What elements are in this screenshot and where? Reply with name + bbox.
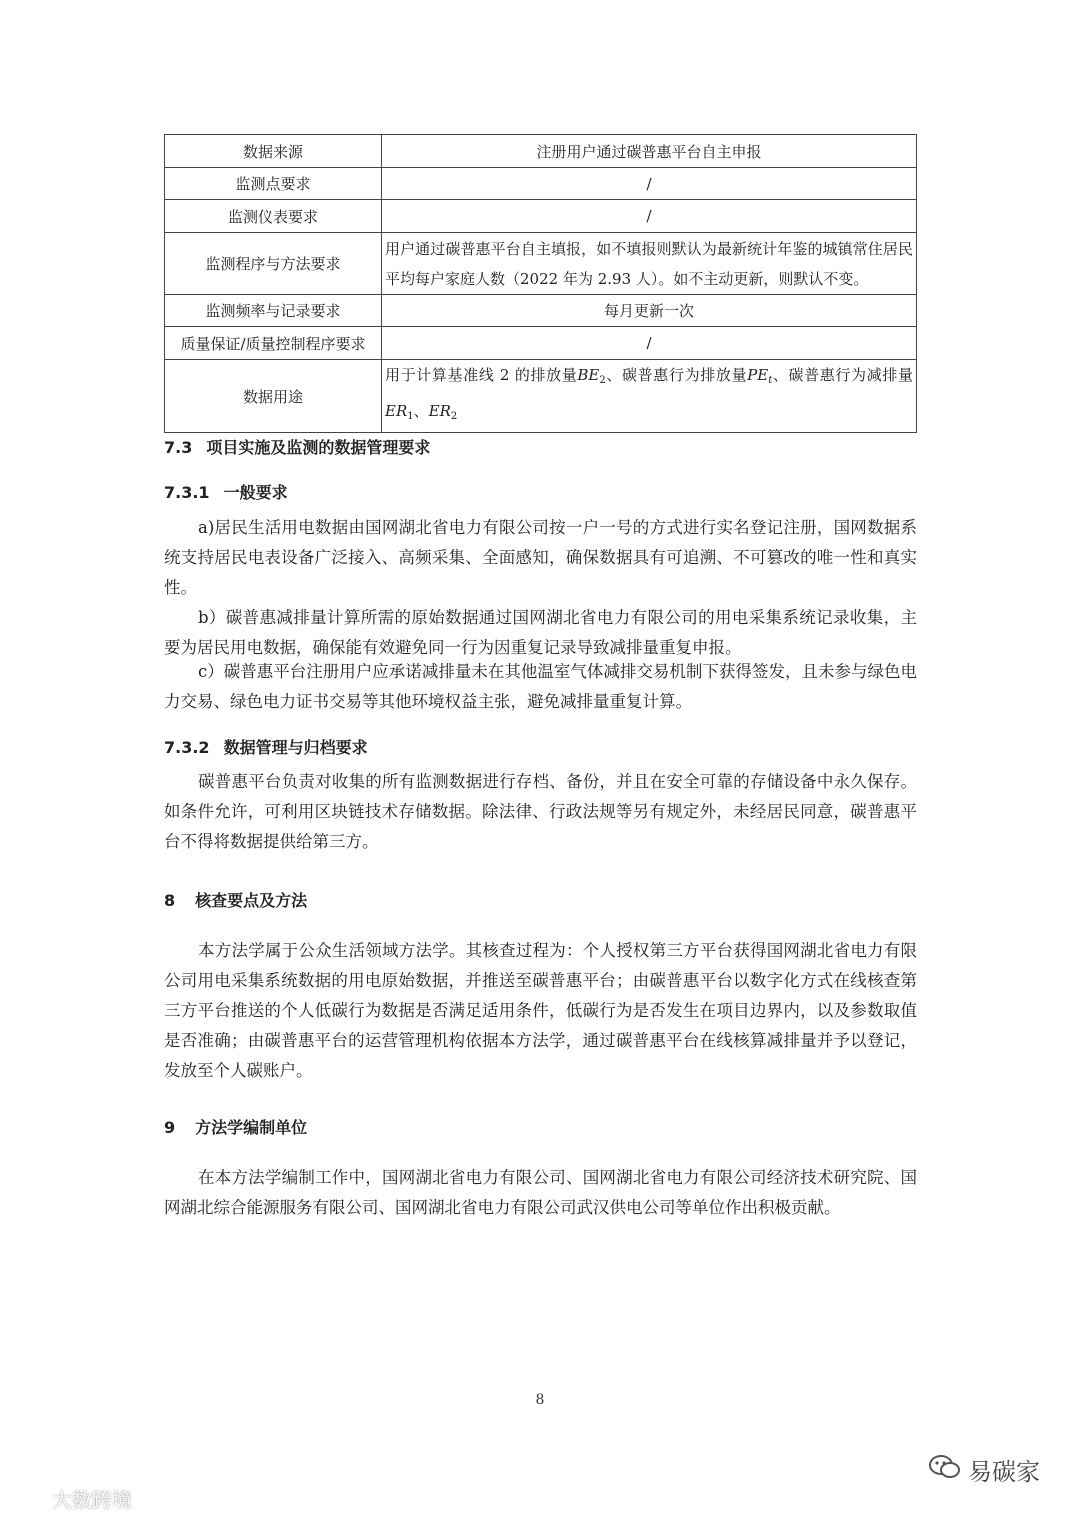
table-value: 用户通过碳普惠平台自主填报，如不填报则默认为最新统计年鉴的城镇常住居民平均每户家庭人数（2022 年为 2.93 人）。如不主动更新，则默认不变。	[382, 233, 917, 295]
section-number: 7.3	[164, 438, 193, 457]
section-heading-7-3-1	[164, 480, 288, 503]
watermark-left	[12, 1484, 132, 1513]
symbol-er2-sub: 2	[450, 411, 458, 422]
symbol-er1-sub: 1	[407, 411, 414, 422]
paragraph-9: 在本方法学编制工作中，国网湖北省电力有限公司、国网湖北省电力有限公司经济技术研究院、国网湖北综合能源服务有限公司、国网湖北省电力有限公司武汉供电公司等单位作出积极贡献。	[164, 1168, 917, 1217]
table-key: 监测程序与方法要求	[165, 233, 382, 295]
paragraph-c: c）碳普惠平台注册用户应承诺减排量未在其他温室气体减排交易机制下获得签发，且未参与绿色电力交易、绿色电力证书交易等其他环境权益主张，避免减排量重复计算。	[164, 662, 917, 711]
section-title: 一般要求	[223, 483, 288, 502]
paragraph-8: 本方法学属于公众生活领域方法学。其核查过程为：个人授权第三方平台获得国网湖北省电力有限公司用电采集系统数据的用电原始数据，并推送至碳普惠平台；由碳普惠平台以数字化方式在线核查第三方平台推送的个人低碳行为数据是否满足适用条件，低碳行为是否发生在项目边界内，以及参数取值是否准确；由碳普惠平台的运营管理机构依据本方法学，通过碳普惠平台在线核算减排量并予以登记，发放至个人碳账户。	[164, 941, 917, 1080]
table-key: 监测点要求	[165, 168, 382, 200]
symbol-pe: PE	[747, 366, 769, 384]
monitoring-parameter-table	[164, 134, 917, 433]
symbol-er2: ER	[428, 402, 451, 420]
section-number: 7.3.1	[164, 483, 210, 502]
table-key: 数据来源	[165, 135, 382, 168]
usage-text: 、碳普惠行为排放量	[605, 366, 748, 384]
table-value: /	[382, 327, 917, 360]
table-row	[165, 233, 917, 295]
section-number: 9	[164, 1118, 176, 1137]
watermark-right-text: 易碳家	[968, 1458, 1040, 1486]
table-row	[165, 168, 917, 200]
table-row	[165, 200, 917, 233]
table-value: 每月更新一次	[382, 295, 917, 327]
symbol-be: BE	[577, 366, 600, 384]
table-row	[165, 135, 917, 168]
table-key: 监测仪表要求	[165, 200, 382, 233]
section-number: 7.3.2	[164, 738, 210, 757]
table-row	[165, 295, 917, 327]
paragraph-b: b）碳普惠减排量计算所需的原始数据通过国网湖北省电力有限公司的用电采集系统记录收集，主要为居民用电数据，确保能有效避免同一行为因重复记录导致减排量重复申报。	[164, 608, 917, 657]
section-heading-9	[164, 1115, 307, 1138]
symbol-pe-sub: t	[768, 375, 773, 386]
usage-text: 、碳普惠行为减排量	[772, 366, 913, 384]
watermark-logo-icon	[12, 1485, 46, 1512]
table-value-usage	[382, 360, 917, 433]
table-value: /	[382, 168, 917, 200]
section-heading-8	[164, 888, 307, 911]
section-heading-7-3-2	[164, 735, 368, 758]
table-key: 监测频率与记录要求	[165, 295, 382, 327]
wechat-icon	[928, 1453, 962, 1487]
table-key: 质量保证/质量控制程序要求	[165, 327, 382, 360]
symbol-be-sub: 2	[599, 375, 606, 386]
paragraph-a: a)居民生活用电数据由国网湖北省电力有限公司按一户一号的方式进行实名登记注册，国网数据系统支持居民电表设备广泛接入、高频采集、全面感知，确保数据具有可追溯、不可篡改的唯一性和真实性。	[164, 518, 917, 597]
section-heading-7-3	[164, 435, 430, 458]
table-value: /	[382, 200, 917, 233]
section-number: 8	[164, 891, 176, 910]
watermark-right	[928, 1452, 1040, 1487]
paragraph-7-3-2: 碳普惠平台负责对收集的所有监测数据进行存档、备份，并且在安全可靠的存储设备中永久保存。如条件允许，可利用区块链技术存储数据。除法律、行政法规等另有规定外，未经居民同意，碳普惠平台不得将数据提供给第三方。	[164, 772, 917, 851]
section-title: 方法学编制单位	[195, 1118, 308, 1137]
usage-text: 、	[413, 402, 429, 420]
watermark-left-text: 大数跨境	[52, 1488, 132, 1512]
usage-text: 用于计算基准线 2 的排放量	[385, 366, 578, 384]
symbol-er1: ER	[385, 402, 408, 420]
table-row	[165, 360, 917, 433]
table-key: 数据用途	[165, 360, 382, 433]
table-row	[165, 327, 917, 360]
page-number: 8	[535, 1392, 545, 1408]
section-title: 项目实施及监测的数据管理要求	[206, 438, 431, 457]
section-title: 核查要点及方法	[195, 891, 308, 910]
table-value: 注册用户通过碳普惠平台自主申报	[382, 135, 917, 168]
section-title: 数据管理与归档要求	[223, 738, 368, 757]
